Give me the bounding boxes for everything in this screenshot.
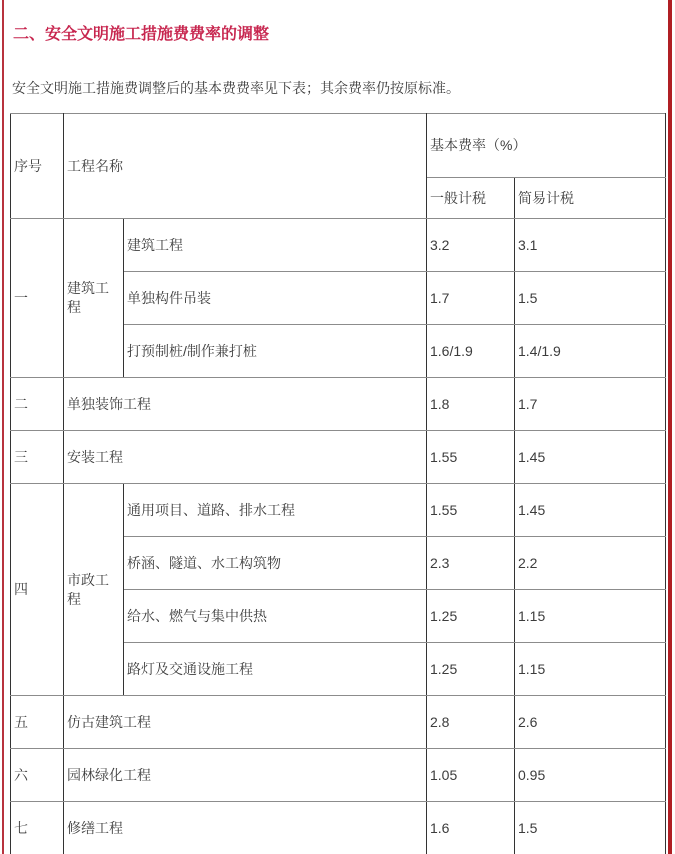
project-name-cell: 打预制桩/制作兼打桩 [124, 325, 427, 378]
right-red-border [668, 0, 672, 854]
project-name-cell: 安装工程 [64, 431, 427, 484]
project-name-cell: 通用项目、道路、排水工程 [124, 484, 427, 537]
seq-cell: 四 [11, 484, 64, 696]
general-rate-cell: 1.55 [427, 484, 515, 537]
simple-rate-cell: 1.4/1.9 [515, 325, 666, 378]
header-simple-cell: 简易计税 [515, 178, 666, 219]
general-rate-cell: 1.25 [427, 643, 515, 696]
group-cell: 市政工程 [64, 484, 124, 696]
rate-table [10, 113, 666, 854]
group-cell: 建筑工程 [64, 219, 124, 378]
simple-rate-cell: 1.5 [515, 272, 666, 325]
seq-cell: 二 [11, 378, 64, 431]
project-name-cell: 桥涵、隧道、水工构筑物 [124, 537, 427, 590]
project-name-cell: 仿古建筑工程 [64, 696, 427, 749]
left-red-border [2, 0, 4, 854]
simple-rate-cell: 1.45 [515, 431, 666, 484]
project-name-cell: 建筑工程 [124, 219, 427, 272]
intro-paragraph: 安全文明施工措施费调整后的基本费费率见下表；其余费率仍按原标准。 [12, 80, 460, 96]
simple-rate-cell: 2.6 [515, 696, 666, 749]
seq-cell: 三 [11, 431, 64, 484]
general-rate-cell: 1.05 [427, 749, 515, 802]
general-rate-cell: 1.25 [427, 590, 515, 643]
simple-rate-cell: 0.95 [515, 749, 666, 802]
table-row [11, 749, 666, 802]
project-name-cell: 修缮工程 [64, 802, 427, 854]
seq-cell: 一 [11, 219, 64, 378]
table-row [11, 431, 666, 484]
seq-cell: 五 [11, 696, 64, 749]
simple-rate-cell: 1.5 [515, 802, 666, 854]
project-name-cell: 给水、燃气与集中供热 [124, 590, 427, 643]
header-seq-cell: 序号 [11, 114, 64, 219]
simple-rate-cell: 3.1 [515, 219, 666, 272]
project-name-cell: 路灯及交通设施工程 [124, 643, 427, 696]
general-rate-cell: 3.2 [427, 219, 515, 272]
project-name-cell: 单独装饰工程 [64, 378, 427, 431]
simple-rate-cell: 2.2 [515, 537, 666, 590]
section-heading: 二、安全文明施工措施费费率的调整 [13, 26, 270, 43]
general-rate-cell: 1.55 [427, 431, 515, 484]
header-rate-cell: 基本费率（%） [427, 114, 666, 178]
table-header-row [11, 114, 666, 178]
simple-rate-cell: 1.7 [515, 378, 666, 431]
table-row [11, 696, 666, 749]
table-row [11, 219, 666, 272]
project-name-cell: 单独构件吊装 [124, 272, 427, 325]
general-rate-cell: 1.6/1.9 [427, 325, 515, 378]
general-rate-cell: 1.8 [427, 378, 515, 431]
general-rate-cell: 1.7 [427, 272, 515, 325]
table-row [11, 802, 666, 854]
general-rate-cell: 1.6 [427, 802, 515, 854]
seq-cell: 六 [11, 749, 64, 802]
table-row [11, 378, 666, 431]
table-row [11, 484, 666, 537]
header-general-cell: 一般计税 [427, 178, 515, 219]
seq-cell: 七 [11, 802, 64, 854]
header-name-cell: 工程名称 [64, 114, 427, 219]
general-rate-cell: 2.8 [427, 696, 515, 749]
simple-rate-cell: 1.45 [515, 484, 666, 537]
simple-rate-cell: 1.15 [515, 590, 666, 643]
simple-rate-cell: 1.15 [515, 643, 666, 696]
project-name-cell: 园林绿化工程 [64, 749, 427, 802]
general-rate-cell: 2.3 [427, 537, 515, 590]
